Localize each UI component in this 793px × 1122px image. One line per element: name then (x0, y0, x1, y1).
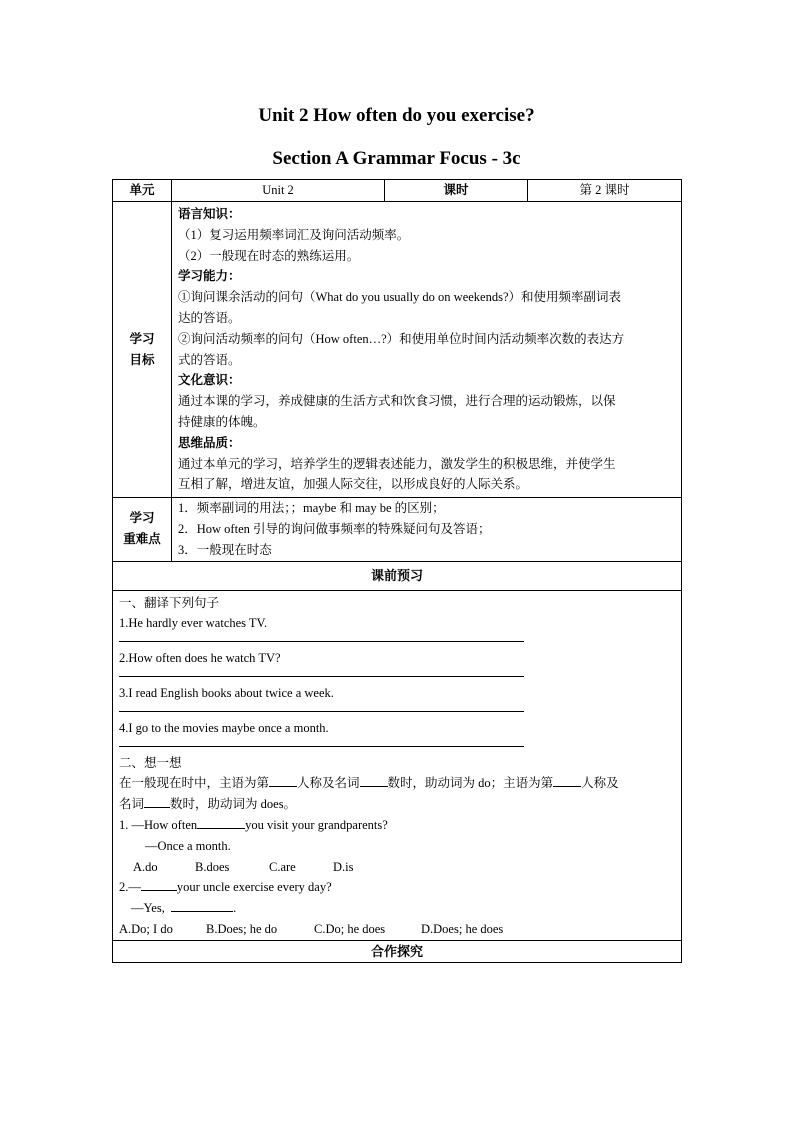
culture-item: 持健康的体魄。 (178, 414, 266, 429)
answer-line[interactable] (119, 669, 524, 677)
unit-label: 单元 (113, 180, 172, 202)
fill-blank[interactable] (171, 900, 233, 912)
option[interactable]: B.does (195, 859, 230, 874)
key-points-label: 学习 重难点 (113, 498, 172, 561)
goals-row (113, 202, 682, 498)
ability-item: 达的答语。 (178, 310, 241, 325)
key-point-item: 2．How often 引导的询问做事频率的特殊疑问句及答语； (178, 521, 491, 536)
option[interactable]: A.do (133, 859, 158, 874)
fill-blank[interactable] (360, 775, 388, 787)
question-1: 1. —How often you visit your grandparents? (119, 817, 388, 832)
thinking-item: 互相了解，增进友谊，加强人际交往，以形成良好的人际关系。 (178, 477, 529, 492)
preview-content (113, 590, 682, 940)
sentence: 2.How often does he watch TV? (119, 651, 281, 666)
fill-blank[interactable] (144, 796, 170, 808)
option[interactable]: A.Do; I do (119, 921, 173, 936)
fill-blank[interactable] (269, 775, 297, 787)
cooperation-header-row (113, 940, 682, 962)
preview-header: 课前预习 (113, 561, 682, 590)
answer-line[interactable] (119, 704, 524, 712)
language-title: 语言知识： (178, 207, 241, 221)
ability-item: ①询问课余活动的问句（What do you usually do on weekends?）和使用频率副词表 (178, 290, 622, 305)
option[interactable]: C.Do; he does (314, 921, 386, 936)
goals-content (172, 202, 682, 498)
culture-item: 通过本课的学习，养成健康的生活方式和饮食习惯，进行合理的运动锻炼，以保 (178, 394, 616, 409)
option[interactable]: D.Does; he does (421, 921, 504, 936)
question-1-options (119, 857, 677, 878)
grammar-rule-line: 名词 数时，助动词为 does。 (119, 797, 297, 812)
lesson-plan-table (112, 179, 682, 963)
question-1-answer: —Once a month. (145, 838, 231, 853)
fill-blank[interactable] (197, 817, 245, 829)
ability-title: 学习能力： (178, 269, 241, 284)
ability-item: ②询问活动频率的问句（How often…?）和使用单位时间内活动频率次数的表达方 (178, 331, 625, 346)
option[interactable]: C.are (269, 859, 296, 874)
unit-value: Unit 2 (172, 180, 385, 202)
lesson-value: 第 2 课时 (528, 180, 682, 202)
sentence: 1.He hardly ever watches TV. (119, 616, 268, 631)
question-2-answer: —Yes, . (131, 901, 237, 916)
answer-line[interactable] (119, 739, 524, 747)
fill-blank[interactable] (141, 879, 177, 891)
page-subtitle: Section A Grammar Focus - 3c (272, 148, 521, 169)
thinking-title: 思维品质： (178, 435, 241, 450)
thinking-item: 通过本单元的学习，培养学生的逻辑表述能力，激发学生的积极思维，并使学生 (178, 456, 616, 471)
key-points-content (172, 498, 682, 561)
answer-line[interactable] (119, 634, 524, 642)
option[interactable]: B.Does; he do (206, 921, 278, 936)
sentence: 4.I go to the movies maybe once a month. (119, 720, 329, 735)
preview-header-row (113, 561, 682, 590)
cooperation-header: 合作探究 (113, 940, 682, 962)
goals-label: 学习 目标 (113, 202, 172, 498)
grammar-rule-line: 在一般现在时中，主语为第 人称及名词 数时，助动词为 do；主语为第 人称及 (119, 776, 619, 791)
option[interactable]: D.is (333, 859, 354, 874)
ability-item: 式的答语。 (178, 352, 241, 367)
key-point-item: 3．一般现在时态 (178, 542, 272, 557)
language-item: （1）复习运用频率词汇及询问活动频率。 (178, 227, 410, 242)
header-row (113, 180, 682, 202)
lesson-label: 课时 (385, 180, 528, 202)
key-points-row (113, 498, 682, 561)
language-item: （2）一般现在时态的熟练运用。 (178, 248, 360, 263)
part1-title: 一、翻译下列句子 (119, 595, 220, 610)
fill-blank[interactable] (553, 775, 581, 787)
part2-title: 二、想一想 (119, 755, 182, 770)
question-2: 2.— your uncle exercise every day? (119, 880, 332, 895)
page-title: Unit 2 How often do you exercise? (258, 105, 535, 126)
question-2-options (119, 919, 677, 940)
sentence: 3.I read English books about twice a week. (119, 685, 334, 700)
key-point-item: 1．频率副词的用法；；maybe 和 may be 的区别； (178, 501, 445, 516)
culture-title: 文化意识： (178, 373, 241, 388)
preview-content-row (113, 590, 682, 940)
